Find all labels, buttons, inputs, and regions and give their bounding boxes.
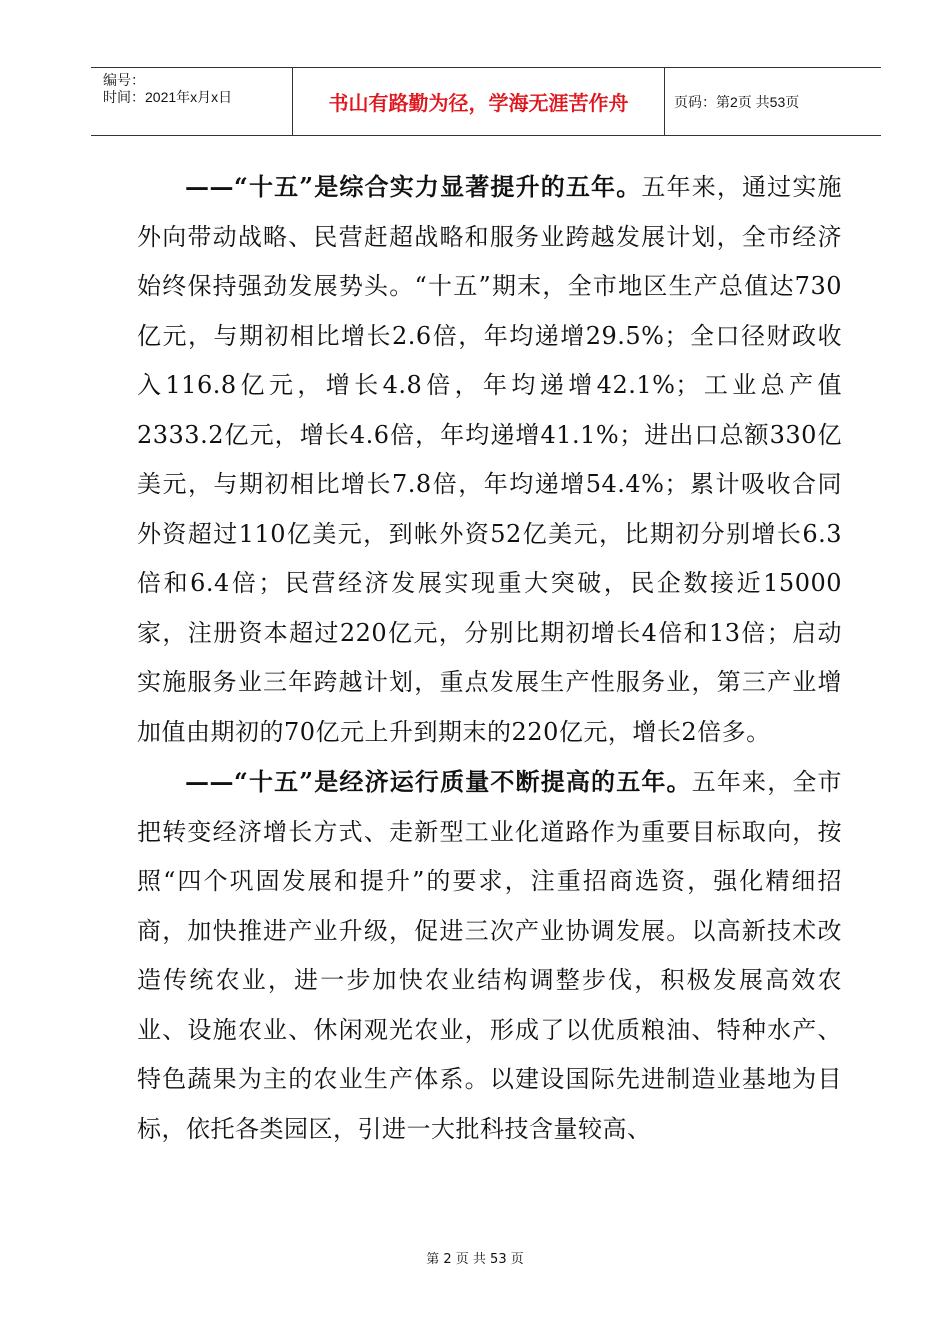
paragraph-1 (137, 162, 842, 757)
paragraph-2-text: 五年来，全市把转变经济增长方式、走新型工业化道路作为重要目标取向，按照“四个巩固发展和提升”的要求，注重招商选资，强化精细招商，加快推进产业升级，促进三次产业协调发展。以高新技术改造传统农业，进一步加快农业结构调整步伐，积极发展高效农业、设施农业、休闲观光农业，形成了以优质粮油、特种水产、特色蔬果为主的农业生产体系。以建设国际先进制造业基地为目标，依托各类园区，引进一大批科技含量较高、 (137, 768, 843, 1143)
time-label: 时间：2021年x月x日 (103, 89, 233, 105)
header-page-info: 页码：第2页 共53页 (674, 93, 800, 110)
paragraph-2 (137, 757, 842, 1154)
code-label: 编号： (103, 72, 145, 88)
page-footer: 第 2 页 共 53 页 (426, 1252, 524, 1267)
paragraph-1-lead: ——“十五”是综合实力显著提升的五年。 (185, 172, 642, 201)
page-header (91, 67, 881, 136)
paragraph-2-lead: ——“十五”是经济运行质量不断提高的五年。 (185, 767, 692, 796)
paragraph-1-text: 五年来，通过实施外向带动战略、民营赶超战略和服务业跨越发展计划，全市经济始终保持强劲发展势头。“十五”期末，全市地区生产总值达730亿元，与期初相比增长2.6倍，年均递增29.5%；全口径财政收入116.8亿元，增长4.8倍，年均递增42.1%；工业总产值2333.2亿元，增长4.6倍，年均递增41.1%；进出口总额330亿美元，与期初相比增长7.8倍，年均递增54.4%；累计吸收合同外资超过110亿美元，到帐外资52亿美元，比期初分别增长6.3倍和6.4倍；民营经济发展实现重大突破，民企数接近15000家，注册资本超过220亿元，分别比期初增长4倍和13倍；启动实施服务业三年跨越计划，重点发展生产性服务业，第三产业增加值由期初的70亿元上升到期末的220亿元，增长2倍多。 (137, 173, 843, 746)
header-motto: 书山有路勤为径，学海无涯苦作舟 (293, 68, 665, 135)
document-body (137, 162, 842, 1154)
header-meta (91, 68, 293, 135)
